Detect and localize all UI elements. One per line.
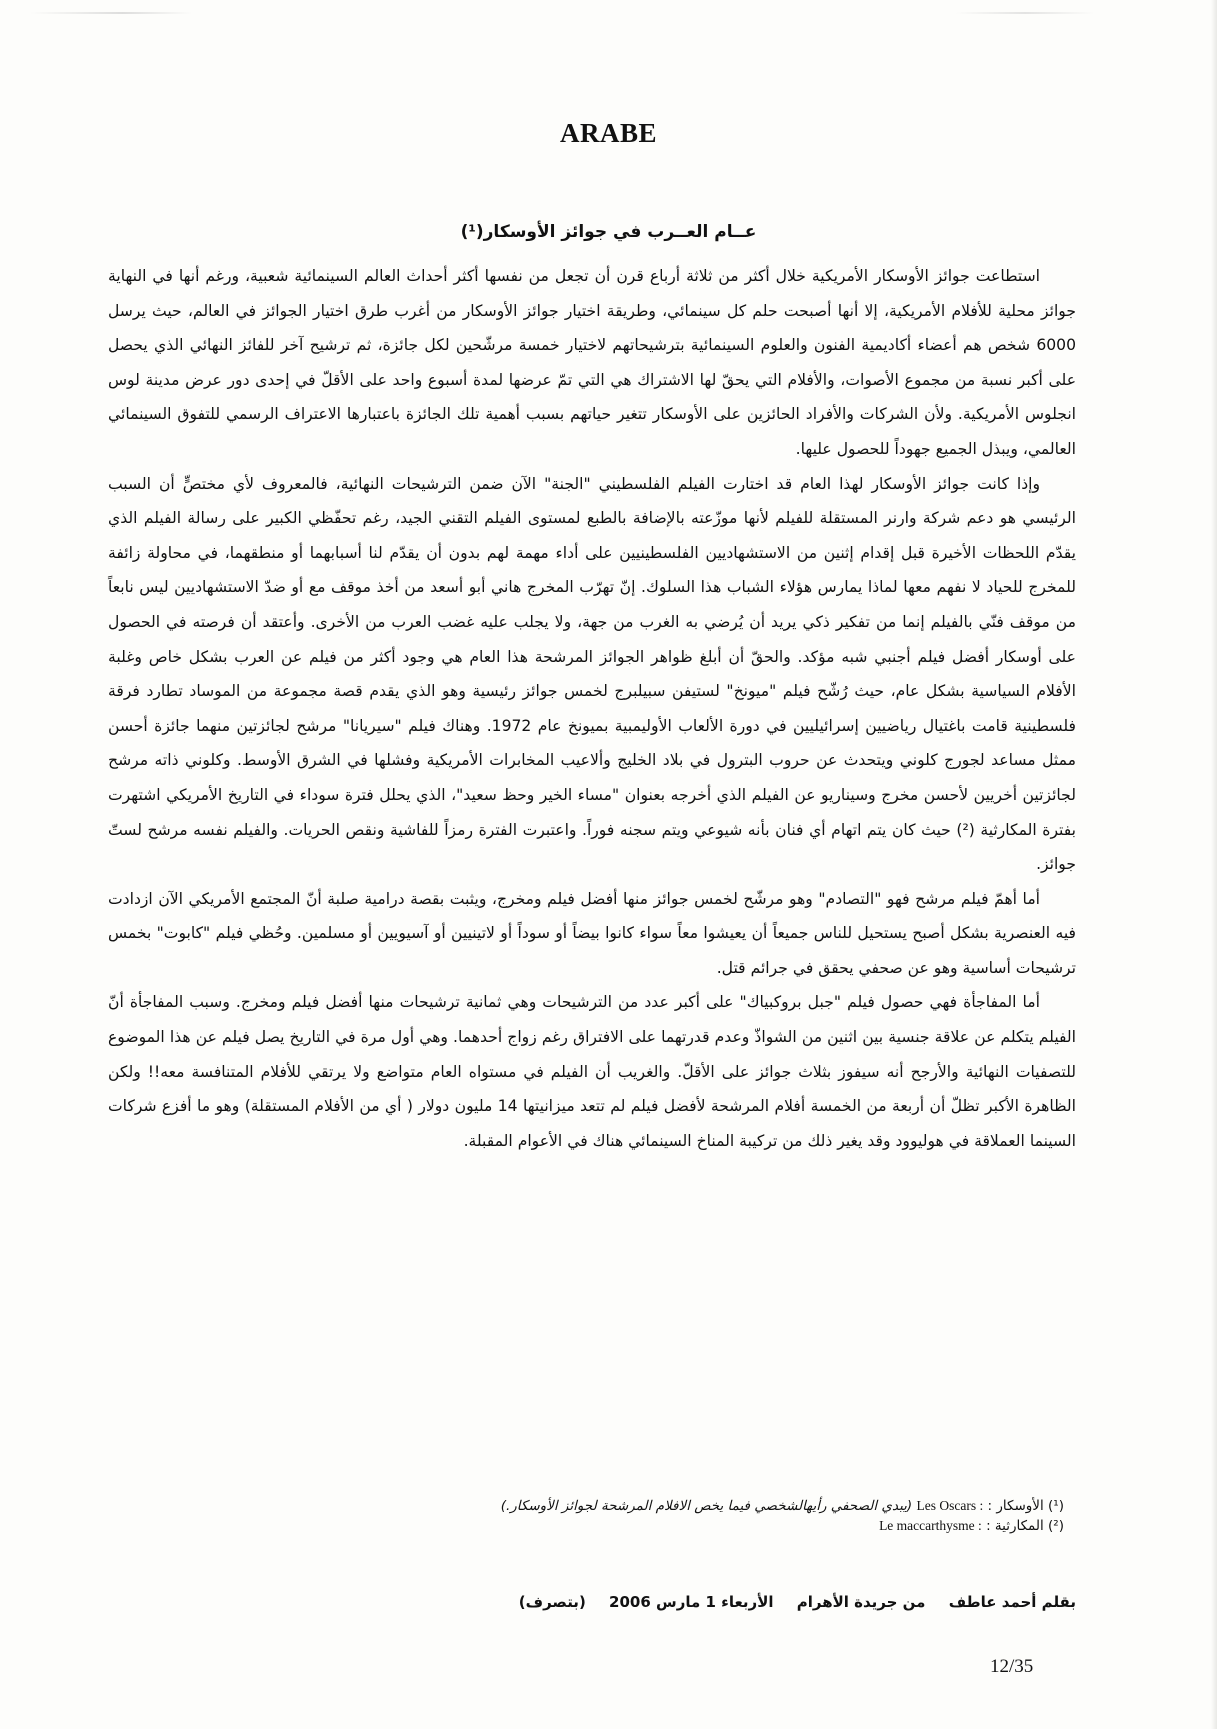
footnote-1-label: (¹) الأوسكار : [987,1498,1064,1514]
byline-author: بقلم أحمد عاطف [948,1593,1076,1611]
scan-edge-marks [30,12,1187,14]
scan-edge-shadow [1211,0,1217,1729]
language-heading: ARABE [559,118,657,148]
footnote-2-label: (²) المكارثية : [986,1518,1064,1534]
footnote-1-latin: Les Oscars : [916,1498,984,1513]
paragraph-1: استطاعت جوائز الأوسكار الأمريكية خلال أكثر من ثلاثة أرباع قرن أن تجعل من نفسها أكثر أحداث العالم السينمائية شعبية، ورغم أنها في النهاية جوائز محلية للأفلام الأمريكية، إلا أنها أصبحت حلم كل سينمائي، وطريقة اختيار جوائز الأوسكار من أغرب طرق اختيار الجوائز في العالم، حيث يرسل 6000 شخص هم أعضاء أكاديمية الفنون والعلوم السينمائية بترشيحاتهم لاختيار خمسة مرشّحين لكل جائزة، ثم ترشيح آخر للفائز النهائي الذي يحصل على أكبر نسبة من مجموع الأصوات، والأفلام التي يحقّ لها الاشتراك هي التي تمّ عرضها لمدة أسبوع واحد على الأقلّ في إحدى دور عرض مدينة لوس انجلوس الأمريكية. ولأن الشركات والأفراد الحائزين على الأوسكار تتغير حياتهم بسبب أهمية تلك الجائزة باعتبارها الاعتراف الرسمي للتفوق السينمائي العالمي، ويبذل الجميع جهوداً للحصول عليها. [108,267,1076,458]
footnote-2 [108,1516,1076,1536]
page-number: 12/35 [990,1656,1034,1677]
byline-date: الأربعاء 1 مارس 2006 [609,1593,774,1611]
byline [108,1593,1076,1611]
paragraph-3: أما أهمّ فيلم مرشح فهو "التصادم" وهو مرشّح لخمس جوائز منها أفضل فيلم ومخرج، ويثبت بقصة درامية صلبة أنّ المجتمع الأمريكي الآن ازدادت فيه العنصرية بشكل أصبح يستحيل للناس جميعاً أن يعيشوا معاً سواء كانوا بيضاً أو سوداً أو لاتينيين أو آسيويين أو مسلمين. وحُظي فيلم "كابوت" بخمس ترشيحات أساسية وهو عن صحفي يحقق في جرائم قتل. [108,889,1076,977]
byline-note: (بتصرف) [518,1593,586,1611]
footnote-2-latin: Le maccarthysme : [879,1518,982,1533]
article-body [108,259,1076,1158]
paragraph-4: أما المفاجأة فهي حصول فيلم "جبل بروكبياك" على أكبر عدد من الترشيحات وهي ثمانية ترشيحات منها أفضل فيلم ومخرج. وسبب المفاجأة أنّ الفيلم يتكلم عن علاقة جنسية بين اثنين من الشواذّ وعدم قدرتهما على الافتراق رغم زواج أحدهما. وهي أول مرة في التاريخ يصل فيلم عن هذا الموضوع للتصفيات النهائية والأرجح أنه سيفوز بثلاث جوائز على الأقلّ. والغريب أن الفيلم في مستواه العام متواضع ولا يرتقي للأفلام المتنافسة معه!! ولكن الظاهرة الأكبر تظلّ أن أربعة من الخمسة أفلام المرشحة لأفضل فيلم لم تتعد ميزانيتها 14 مليون دولار ( أي من الأفلام المستقلة) وهو ما أفزع شركات السينما العملاقة في هوليوود وقد يغير ذلك من تركيبة المناخ السينمائي هناك في الأعوام المقبلة. [108,993,1076,1150]
footnote-1 [108,1496,1076,1516]
footnote-1-note: (يبدي الصحفي رأيهالشخصي فيما يخص الافلام المرشحة لجوائز الأوسكار.) [500,1498,913,1514]
paragraph-2: وإذا كانت جوائز الأوسكار لهذا العام قد اختارت الفيلم الفلسطيني "الجنة" الآن ضمن الترشيحات النهائية، فالمعروف لأي مختصٍّ أن السبب الرئيسي هو دعم شركة وارنر المستقلة للفيلم لأنها موزّعته بالإضافة بالطبع لمستوى الفيلم التقني الجيد، رغم تحفّظي الكبير على رسالة الفيلم الذي يقدّم اللحظات الأخيرة قبل إقدام إثنين من الاستشهاديين الفلسطينيين على أداء مهمة لهم بدون أن يقدّم لنا أسبابهما أو منطقهما، في محاولة زائفة للمخرج للحياد لا نفهم معها لماذا يمارس هؤلاء الشباب هذا السلوك. إنّ تهرّب المخرج هاني أبو أسعد من أخذ موقف مع أو ضدّ الاستشهاديين ليس نابعاً من موقف فنّي بالفيلم إنما من تفكير ذكي يريد أن يُرضي به الغرب من جهة، ولا يجلب عليه غضب العرب من الأخرى. وأعتقد أن فرصته في الحصول على أوسكار أفضل فيلم أجنبي شبه مؤكد. والحقّ أن أبلغ ظواهر الجوائز المرشحة هذا العام هي وجود أكثر من فيلم عن العرب بشكل خاص وغلبة الأفلام السياسية بشكل عام، حيث رُشّح فيلم "ميونخ" لستيفن سبيلبرج لخمس جوائز رئيسية وهو الذي يقدم قصة مجموعة من الموساد تطارد فرقة فلسطينية قامت باغتيال رياضيين إسرائيليين في دورة الألعاب الأوليمبية بميونخ عام 1972. وهناك فيلم "سيريانا" مرشح لجائزتين منهما جائزة أحسن ممثل مساعد لجورج كلوني ويتحدث عن حروب البترول في بلاد الخليج وألاعيب المخابرات الأمريكية وفشلها في الشرق الأوسط. وكلوني ذاته مرشح لجائزتين أخريين لأحسن مخرج وسيناريو عن الفيلم الذي أخرجه بعنوان "مساء الخير وحظ سعيد"، الذي يحلل فترة سوداء في التاريخ الأمريكي اشتهرت بفترة المكارثية (²) حيث كان يتم اتهام أي فنان بأنه شيوعي ويتم سجنه فوراً. واعتبرت الفترة رمزاً للفاشية ونقص الحريات. والفيلم نفسه مرشح لستّ جوائز. [108,474,1076,874]
footnotes [108,1496,1076,1536]
article-title: عــام العــرب في جوائز الأوسكار(¹) [460,222,757,242]
byline-source: من جريدة الأهرام [796,1593,926,1611]
